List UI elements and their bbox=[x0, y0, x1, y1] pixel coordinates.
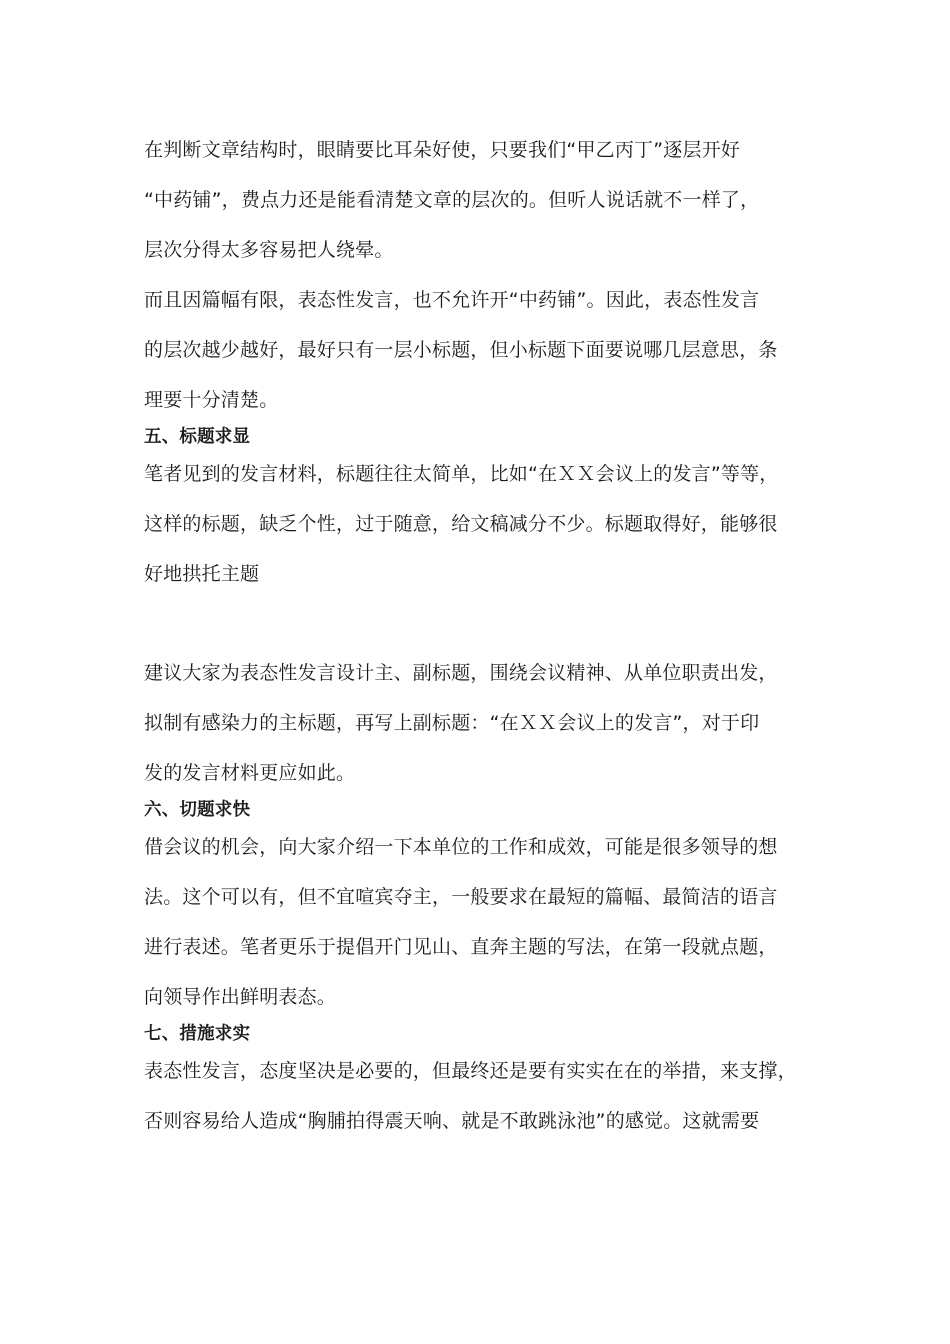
paragraph-line: 拟制有感染力的主标题，再写上副标题：“在ＸＸ会议上的发言”，对于印 bbox=[144, 712, 760, 734]
paragraph-line: 理要十分清楚。 bbox=[144, 389, 279, 411]
paragraph-line: 表态性发言，态度坚决是必要的，但最终还是要有实实在在的举措，来支撑， bbox=[144, 1060, 797, 1082]
paragraph-line: 建议大家为表态性发言设计主、副标题，围绕会议精神、从单位职责出发， bbox=[144, 662, 778, 684]
paragraph-line: 层次分得太多容易把人绕晕。 bbox=[144, 239, 394, 261]
paragraph-line: 而且因篇幅有限，表态性发言，也不允许开“中药铺”。因此，表态性发言 bbox=[144, 289, 760, 311]
paragraph-line: 这样的标题，缺乏个性，过于随意，给文稿减分不少。标题取得好，能够很 bbox=[144, 513, 778, 535]
paragraph-line: 进行表述。笔者更乐于提倡开门见山、直奔主题的写法，在第一段就点题， bbox=[144, 936, 778, 958]
paragraph-line: 笔者见到的发言材料，标题往往太简单，比如“在ＸＸ会议上的发言”等等， bbox=[144, 463, 779, 485]
paragraph-line: 在判断文章结构时，眼睛要比耳朵好使，只要我们“甲乙丙丁”逐层开好 bbox=[144, 139, 741, 161]
section-heading-7: 七、措施求实 bbox=[144, 1024, 251, 1044]
paragraph-line: 否则容易给人造成“胸脯拍得震天响、就是不敢跳泳池”的感觉。这就需要 bbox=[144, 1110, 760, 1132]
paragraph-line: 法。这个可以有，但不宜喧宾夺主，一般要求在最短的篇幅、最简洁的语言 bbox=[144, 886, 778, 908]
paragraph-line: 发的发言材料更应如此。 bbox=[144, 762, 356, 784]
section-heading-5: 五、标题求显 bbox=[144, 427, 251, 447]
paragraph-line: 好地拱托主题 bbox=[144, 563, 260, 585]
paragraph-line: “中药铺”，费点力还是能看清楚文章的层次的。但听人说话就不一样了， bbox=[144, 189, 760, 211]
section-heading-6: 六、切题求快 bbox=[144, 800, 251, 820]
paragraph-line: 借会议的机会，向大家介绍一下本单位的工作和成效，可能是很多领导的想 bbox=[144, 836, 778, 858]
paragraph-line: 的层次越少越好，最好只有一层小标题，但小标题下面要说哪几层意思，条 bbox=[144, 339, 778, 361]
paragraph-line: 向领导作出鲜明表态。 bbox=[144, 986, 337, 1008]
